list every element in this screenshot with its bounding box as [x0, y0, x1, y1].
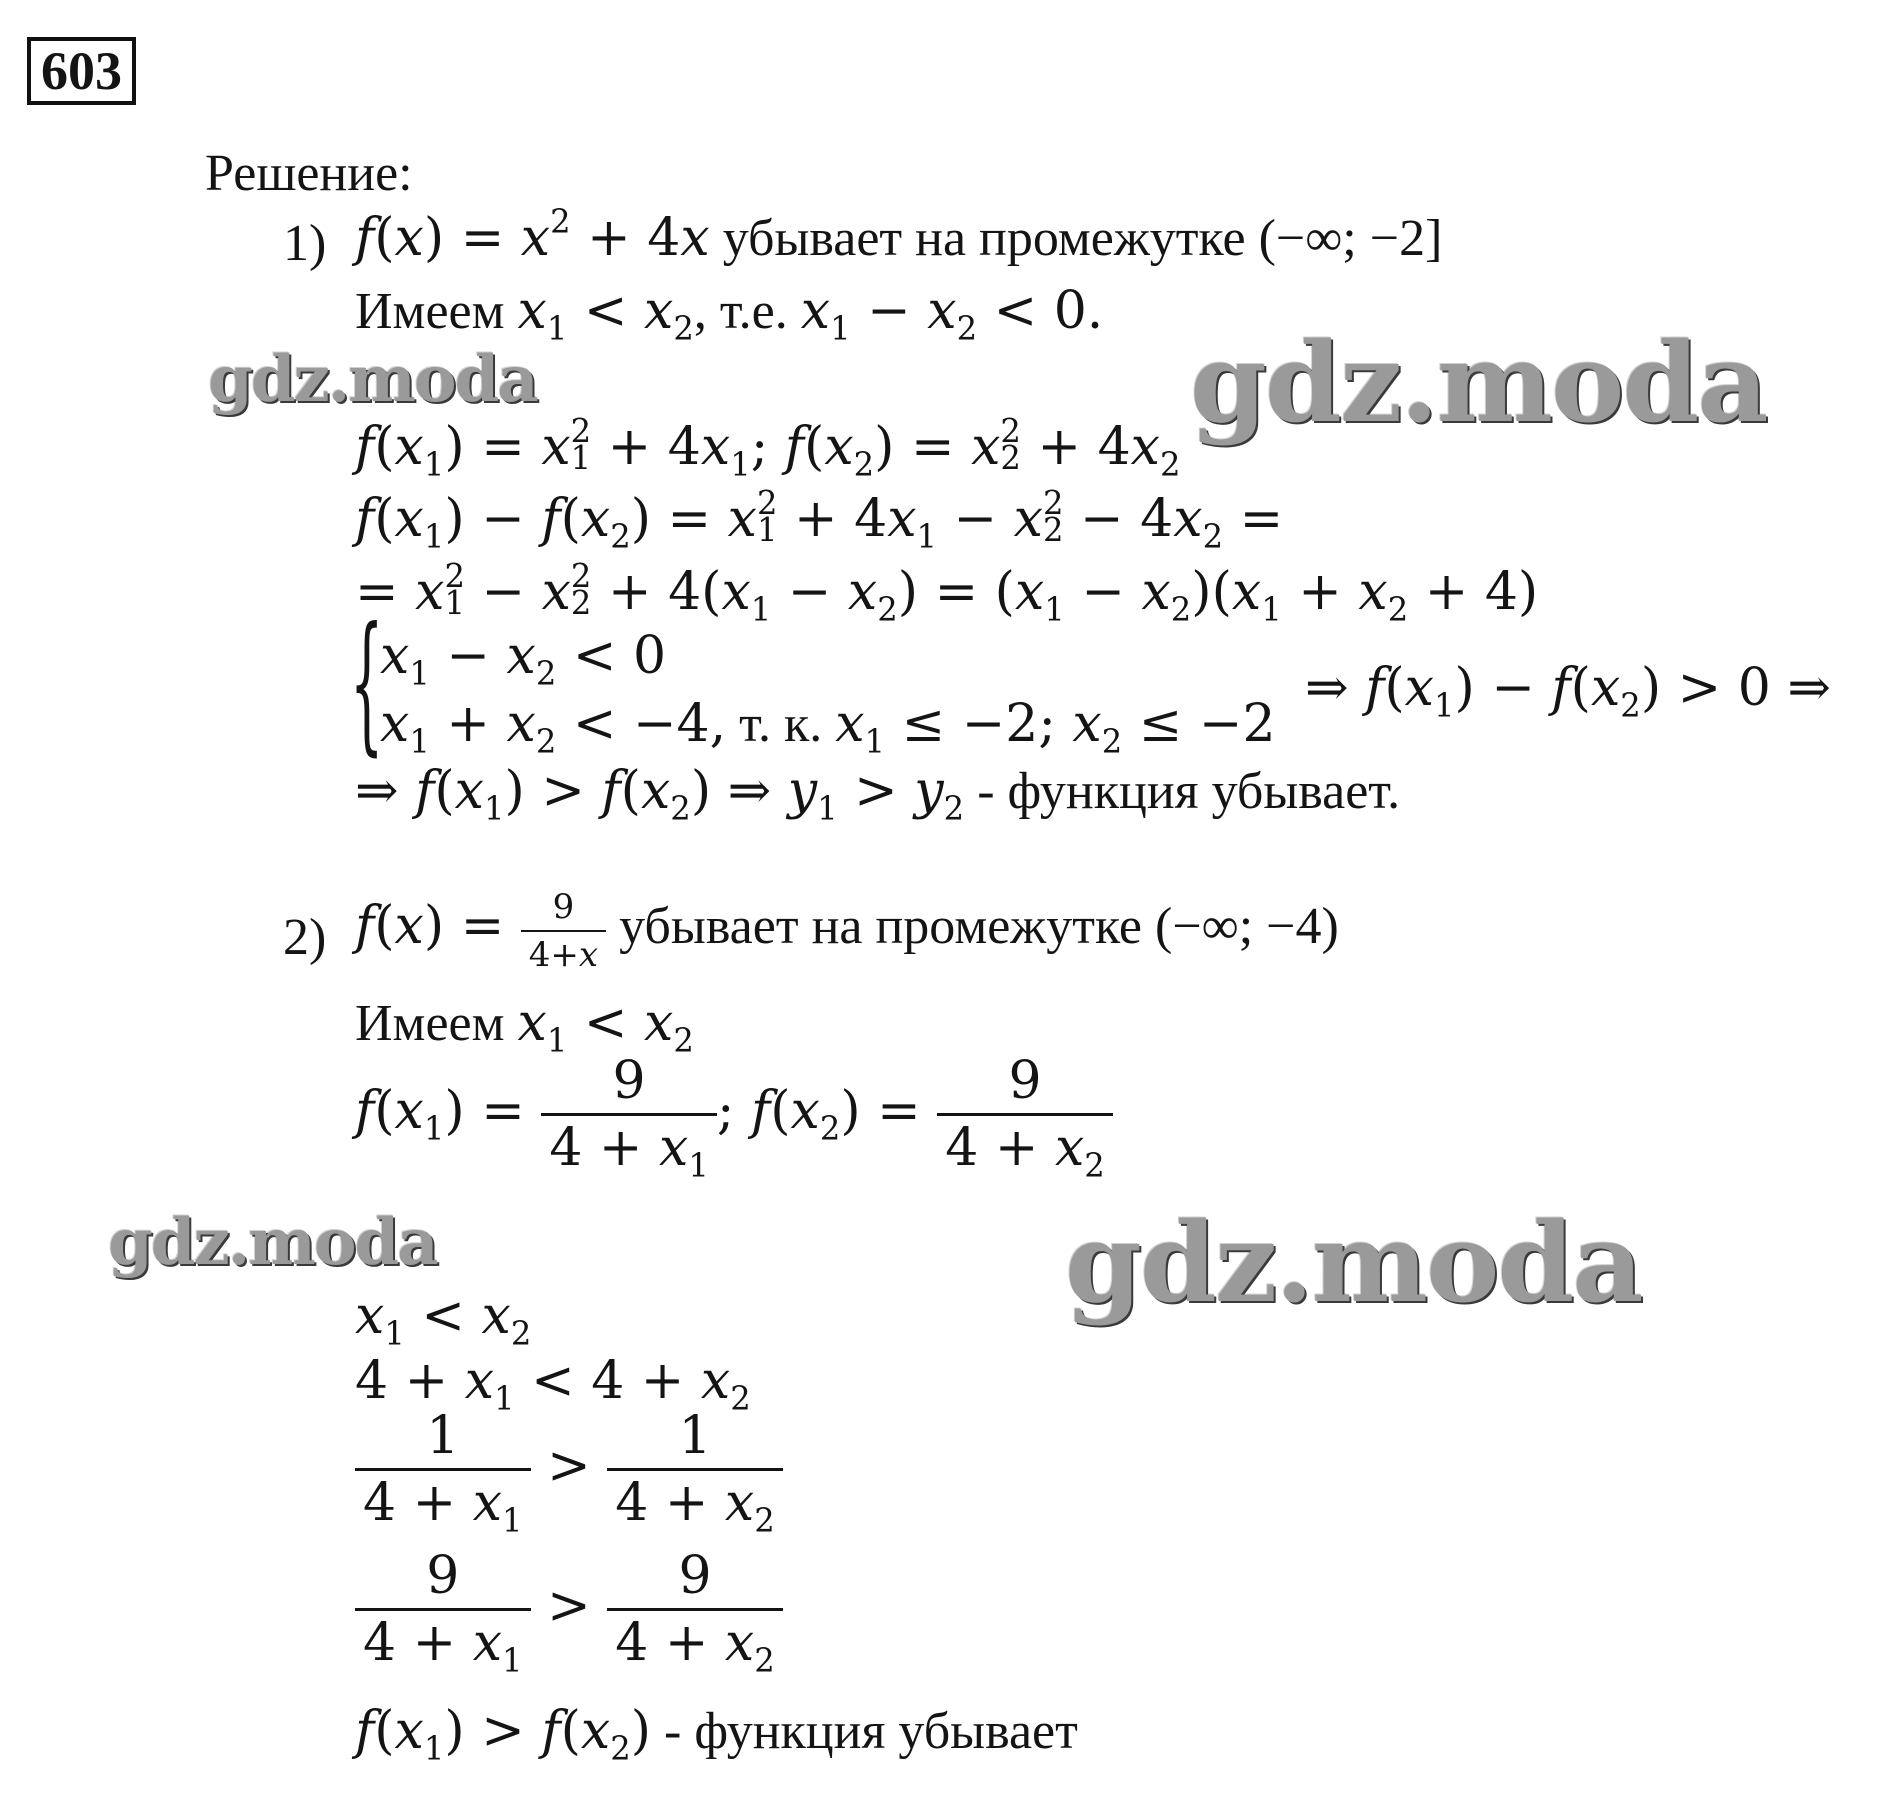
system-case-label: т. к. — [739, 696, 823, 753]
fraction-9-over-4-plus-x2-b: $\frac{9}{4 + x_2}$ — [607, 1550, 783, 1669]
system-line-2: $x_1 + x_2 < -4$, т. к. $x_1 \le -2$; $x_2 \le -2$ — [380, 694, 1276, 761]
part1-statement: $f(x) = x^2 + 4x$ убывает на промежутке (−∞; −2] — [355, 202, 1443, 268]
system-implication: ⇒ $f(x_1) - f(x_2) > 0$ ⇒ — [1305, 658, 1831, 725]
part1-conclusion-text: - функция убывает. — [977, 763, 1401, 820]
system-line-1: $x_1 - x_2 < 0$ — [380, 626, 667, 693]
part1-have-line: Имеем $x_1 < x_2$, т.е. $x_1 - x_2 < 0$. — [355, 281, 1104, 348]
part1-line-f-values: $f(x_1) = x$ 2 1 + $4x_1$; $f(x_2) = x$ 2 2 + $4x_2$ — [355, 412, 1181, 484]
watermark-1: gdz.moda — [208, 342, 537, 417]
watermark-3: gdz.moda — [108, 1205, 437, 1280]
part2-conclusion-text: - функция убывает — [664, 1703, 1078, 1760]
part1-line-factor: = x 2 1 − x 2 2 + $4(x_1 - x_2) = (x_1 - x_2)(x_1 + x_2 + 4)$ — [355, 557, 1539, 629]
fraction-1-over-4-plus-x2: $\frac{1}{4 + x_2}$ — [607, 1410, 783, 1529]
fraction-9-over-4-plus-x1: $\frac{9}{4 + x_1}$ — [541, 1055, 717, 1174]
part2-marker: 2) — [283, 909, 327, 966]
watermark-2: gdz.moda — [1190, 318, 1767, 447]
part1-marker: 1) — [283, 215, 327, 272]
part2-ineq-1: $x_1 < x_2$ — [355, 1286, 532, 1353]
part2-ineq-2: $4 + x_1 < 4 + x_2$ — [355, 1351, 751, 1418]
part2-statement: f(x) = $\frac{9}{4+x}$ убывает на промежутке (−∞; −4) — [355, 887, 1339, 975]
part1-statement-text: убывает на промежутке (−∞; −2] — [722, 210, 1443, 267]
part2-conclusion: $f(x_1) > f(x_2)$ - функция убывает — [355, 1701, 1078, 1768]
part1-ie-label: , т.е. — [693, 283, 788, 340]
part2-have-line: Имеем $x_1 < x_2$ — [355, 993, 694, 1060]
watermark-4: gdz.moda — [1065, 1198, 1642, 1327]
part1-line-difference: $f(x_1) - f(x_2) = x$ 2 1 + $4x_1 - x$ 2 2 − $4x_2$ = — [355, 484, 1284, 556]
part1-have-label: Имеем — [355, 283, 505, 340]
part2-ineq-4: $\frac{9}{4 + x_1}$ > $\frac{9}{4 + x_2}$ — [355, 1550, 783, 1669]
part2-line-f-values: $f(x_1)$ = $\frac{9}{4 + x_1}$ ; $f(x_2)$ = $\frac{9}{4 + x_2}$ — [355, 1055, 1113, 1174]
fraction-9-over-4-plus-x2: $\frac{9}{4 + x_2}$ — [937, 1055, 1113, 1174]
solution-heading: Решение: — [205, 145, 413, 202]
part2-have-label: Имеем — [355, 995, 505, 1052]
fraction-1-over-4-plus-x1: $\frac{1}{4 + x_1}$ — [355, 1410, 531, 1529]
part2-ineq-3: $\frac{1}{4 + x_1}$ > $\frac{1}{4 + x_2}$ — [355, 1410, 783, 1529]
fraction-9-over-4-plus-x1-b: $\frac{9}{4 + x_1}$ — [355, 1550, 531, 1669]
part2-statement-text: убывает на промежутке (−∞; −4) — [619, 897, 1339, 955]
part2-statement-fraction: $\frac{9}{4+x}$ — [521, 890, 606, 972]
part1-conclusion: ⇒ $f(x_1) > f(x_2)$ ⇒ $y_1 > y_2$ - функция убывает. — [355, 761, 1401, 828]
system-brace: { — [350, 596, 384, 770]
problem-number: 603 — [27, 37, 136, 105]
